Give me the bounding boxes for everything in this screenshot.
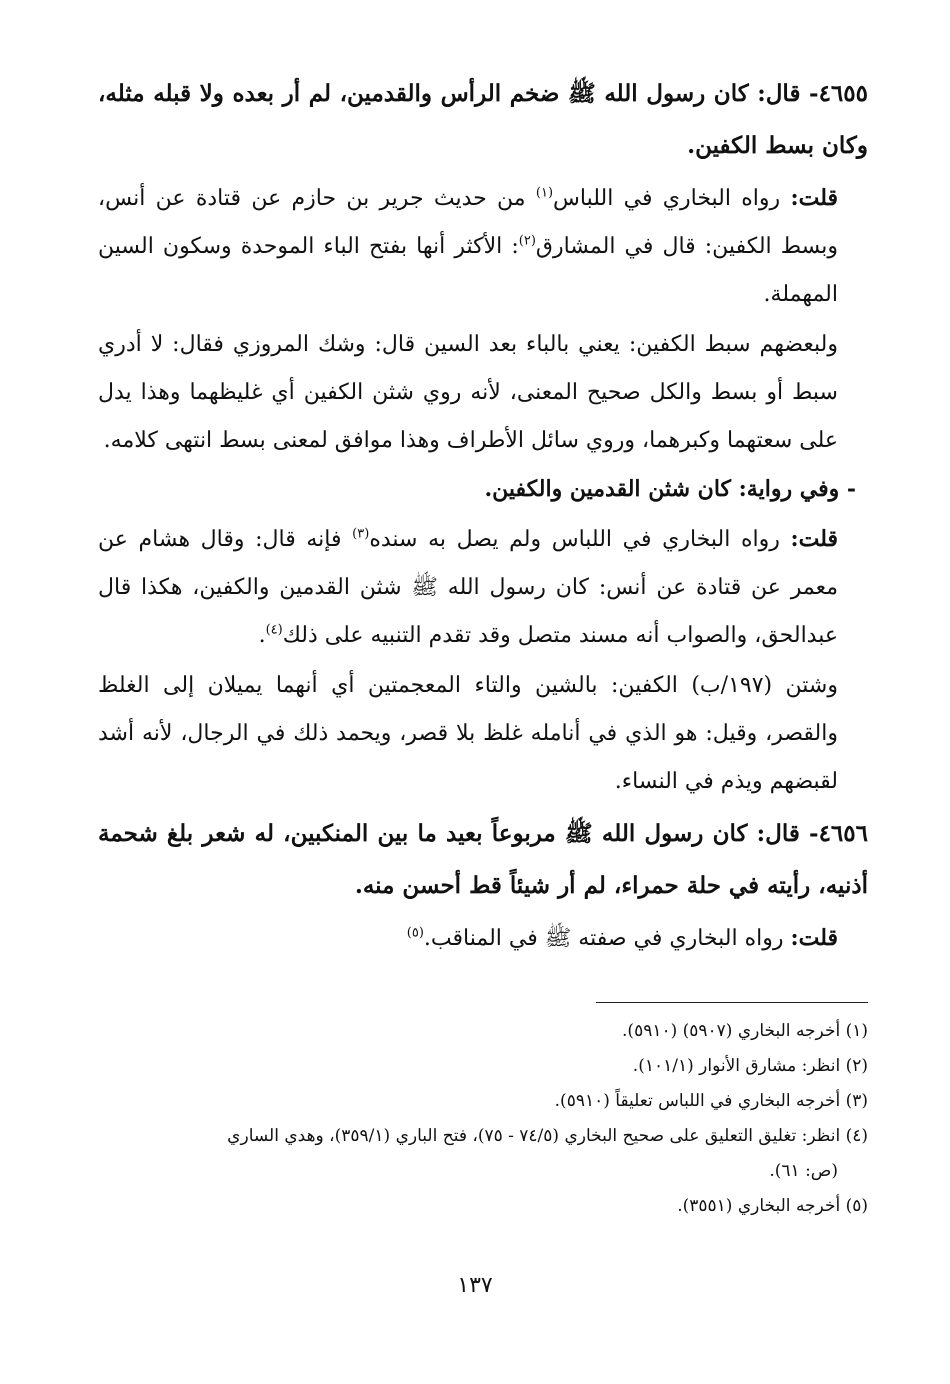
commentary-text: رواه البخاري في اللباس ولم يصل به سنده: [369, 527, 780, 552]
commentary-lead: قلت:: [790, 526, 839, 552]
riwaya-line: - وفي رواية: كان شثن القدمين والكفين.: [484, 476, 856, 502]
footnote-divider: [596, 1002, 868, 1003]
commentary-text: رواه البخاري في اللباس: [553, 186, 781, 211]
footnote-ref-5[interactable]: (٥): [406, 925, 424, 941]
commentary-paragraph: وشتن (١٩٧/ب) الكفين: بالشين والتاء المعجمتين أي أنهما يميلان إلى الغلظ والقصر، وقيل: هو الذي في أنامله غلظ بلا قصر، ويحمد ذلك في الرجال، لأنه أشد لقبضهم ويذم في النساء.: [98, 673, 838, 794]
commentary-text: رواه البخاري في صفته ﷺ في المناقب.: [423, 926, 784, 951]
hadith-number: ٤٦٥٦-: [809, 820, 868, 847]
commentary-paragraph: [98, 914, 868, 963]
footnote-1: (١) أخرجه البخاري (٥٩٠٧) (٥٩١٠).: [622, 1021, 868, 1041]
commentary-text: : الأكثر أنها بفتح الباء الموحدة وسكون السين المهملة.: [98, 234, 838, 307]
commentary-paragraph: ولبعضهم سبط الكفين: يعني بالباء بعد السين قال: وشك المروزي فقال: لا أدري سبط أو بسط والكل صحيح المعنى، لأنه روي شثن الكفين أي غليظهما وهذا يدل على سعتهما وكبرهما، وروي سائل الأطراف وهذا موافق لمعنى بسط انتهى كلامه.: [98, 332, 838, 453]
commentary-paragraph: [98, 174, 868, 319]
commentary-paragraph: [98, 515, 868, 660]
commentary-text: فإنه قال: وقال هشام عن معمر عن قتادة عن أنس: كان رسول الله ﷺ شثن القدمين والكفين، هكذا قال عبدالحق، والصواب أنه مسند متصل وقد تقدم التنبيه على ذلك: [98, 527, 838, 648]
footnote-ref-2[interactable]: (٢): [518, 233, 536, 249]
commentary-lead: قلت:: [790, 185, 839, 211]
commentary-text: من حديث جرير بن حازم عن قتادة عن أنس، وبسط الكفين: قال في المشارق: [98, 186, 839, 259]
page-number: ١٣٧: [457, 1273, 493, 1298]
footnote-ref-4[interactable]: (٤): [265, 622, 283, 638]
footnote-4: (٤) انظر: تغليق التعليق على صحيح البخاري (٧٤/٥ - ٧٥)، فتح الباري (٣٥٩/١)، وهدي الساري: [227, 1126, 868, 1146]
commentary-text: .: [258, 623, 266, 648]
footnote-5: (٥) أخرجه البخاري (٣٥٥١).: [677, 1196, 868, 1216]
footnote-ref-1[interactable]: (١): [535, 185, 554, 201]
hadith-4655: [98, 68, 868, 172]
hadith-4656: [98, 808, 868, 912]
hadith-number: ٤٦٥٥-: [809, 80, 868, 107]
hadith-text: قال: كان رسول الله ﷺ ضخم الرأس والقدمين، لم أر بعده ولا قبله مثله، وكان بسط الكفين.: [98, 80, 868, 159]
footnotes: [98, 1014, 868, 1224]
footnote-3: (٣) أخرجه البخاري في اللباس تعليقاً (٥٩١٠).: [554, 1091, 868, 1111]
footnote-4-continuation: (ص: ٦١).: [769, 1161, 838, 1181]
commentary-lead: قلت:: [790, 925, 838, 951]
hadith-text: قال: كان رسول الله ﷺ مربوعاً بعيد ما بين المنكبين، له شعر بلغ شحمة أذنيه، رأيته في حلة حمراء، لم أر شيئاً قط أحسن منه.: [98, 820, 868, 899]
footnote-ref-3[interactable]: (٣): [352, 526, 370, 542]
footnote-2: (٢) انظر: مشارق الأنوار (١٠١/١).: [632, 1056, 868, 1076]
